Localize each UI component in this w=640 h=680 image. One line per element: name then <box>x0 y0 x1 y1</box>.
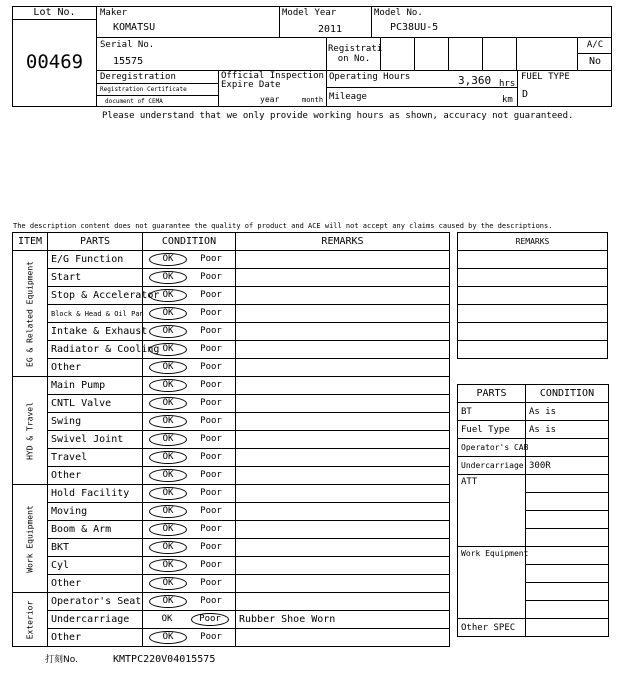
remarks-cell <box>236 395 450 413</box>
poor-mark: Poor <box>200 308 222 318</box>
remarks-cell <box>236 575 450 593</box>
item-group <box>13 485 48 593</box>
condition-cell <box>143 449 236 467</box>
poor-mark: Poor <box>200 488 222 498</box>
condition-cell <box>143 539 236 557</box>
poor-mark: Poor <box>200 434 222 444</box>
condition-table <box>12 232 450 647</box>
table-row <box>13 431 450 449</box>
ok-mark: OK <box>149 379 187 392</box>
table-row <box>13 323 450 341</box>
registration-certificate-label: Registration Certificate <box>100 86 187 93</box>
registration-label: Registrati on No. <box>328 44 383 64</box>
item-group <box>13 251 48 377</box>
ok-mark: OK <box>149 361 187 374</box>
remarks-cell <box>236 593 450 611</box>
poor-mark: Poor <box>200 416 222 426</box>
part-name: Other <box>48 629 143 647</box>
deregistration-label: Deregistration <box>100 72 176 82</box>
part-name: Radiator & Cooling <box>48 341 143 359</box>
table-row <box>458 341 608 359</box>
condition-cell <box>143 305 236 323</box>
right-part-name: Fuel Type <box>458 421 526 439</box>
table-row <box>458 287 608 305</box>
table-row <box>13 341 450 359</box>
ok-mark: OK <box>149 469 187 482</box>
poor-mark: Poor <box>200 578 222 588</box>
mileage-unit: km <box>502 95 513 105</box>
condition-cell <box>143 395 236 413</box>
fuel-type-label: FUEL TYPE <box>521 72 570 82</box>
table-row <box>13 593 450 611</box>
part-name: Cyl <box>48 557 143 575</box>
ok-mark: OK <box>149 253 187 266</box>
item-group-label: Exterior <box>25 600 35 639</box>
lot-number: 00469 <box>25 51 84 73</box>
remarks-cell <box>236 341 450 359</box>
part-name: Start <box>48 269 143 287</box>
right-condition-value: As is <box>526 403 609 421</box>
inspection-label: Official Inspection Expire Date <box>221 71 324 90</box>
ok-mark: OK <box>149 577 187 590</box>
stamp-no-value: KMTPC220V04015575 <box>113 654 216 665</box>
mileage-label: Mileage <box>329 92 367 102</box>
remarks-cell <box>236 359 450 377</box>
right-part-name: Operator's CAB <box>458 439 526 457</box>
ok-mark: OK <box>149 505 187 518</box>
item-group-label: Work Equipment <box>25 504 35 573</box>
part-name: Undercarriage <box>48 611 143 629</box>
remarks-cell <box>236 269 450 287</box>
item-header: ITEM <box>13 233 48 251</box>
poor-mark: Poor <box>200 272 222 282</box>
table-row <box>458 403 609 421</box>
poor-mark: Poor <box>200 326 222 336</box>
remarks-cell <box>236 467 450 485</box>
remarks-cell <box>236 449 450 467</box>
model-no-value: PC38UU-5 <box>390 22 439 33</box>
right-remarks-header: REMARKS <box>458 233 608 251</box>
condition-cell <box>143 323 236 341</box>
remarks-cell: Rubber Shoe Worn <box>236 611 450 629</box>
poor-mark: Poor <box>200 596 222 606</box>
remarks-cell <box>236 557 450 575</box>
item-group <box>13 593 48 647</box>
table-row <box>13 629 450 647</box>
table-row <box>13 287 450 305</box>
remarks-cell <box>236 485 450 503</box>
parts-condition-table <box>457 384 609 637</box>
part-name: Block & Head & Oil Pan <box>48 305 143 323</box>
right-condition-value: 300R <box>526 457 609 475</box>
table-row <box>13 539 450 557</box>
model-year-label: Model Year <box>282 8 337 18</box>
part-name: Travel <box>48 449 143 467</box>
table-row <box>526 619 609 637</box>
table-row <box>13 269 450 287</box>
poor-mark: Poor <box>200 470 222 480</box>
ok-mark: OK <box>149 397 187 410</box>
right-condition-value <box>526 439 609 457</box>
part-name: BKT <box>48 539 143 557</box>
condition-cell <box>143 467 236 485</box>
table-row <box>526 547 609 565</box>
ok-mark: OK <box>149 595 187 608</box>
part-name: Stop & Accelerator <box>48 287 143 305</box>
part-name: Hold Facility <box>48 485 143 503</box>
work-equipment-label: Work Equipment <box>458 547 526 619</box>
table-row <box>458 439 609 457</box>
condition-cell <box>143 341 236 359</box>
year-label: year <box>260 95 280 104</box>
ok-mark: OK <box>149 487 187 500</box>
poor-mark: Poor <box>200 398 222 408</box>
table-row <box>13 305 450 323</box>
maker-label: Maker <box>100 8 128 18</box>
poor-mark: Poor <box>200 506 222 516</box>
condition-cell <box>143 503 236 521</box>
table-row <box>526 601 609 619</box>
maker-value: KOMATSU <box>113 22 156 33</box>
part-name: Other <box>48 467 143 485</box>
condition-cell <box>143 485 236 503</box>
part-name: Operator's Seat <box>48 593 143 611</box>
month-label: month <box>302 96 324 104</box>
operating-hours-label: Operating Hours <box>329 72 411 82</box>
serial-label: Serial No. <box>100 40 155 50</box>
table-row <box>13 485 450 503</box>
ac-label: A/C <box>586 40 604 50</box>
condition-cell <box>143 269 236 287</box>
remarks-cell <box>236 305 450 323</box>
fuel-type-value: D <box>522 89 529 100</box>
right-part-name: Undercarriage <box>458 457 526 475</box>
poor-mark: Poor <box>200 254 222 264</box>
right-condition-value: As is <box>526 421 609 439</box>
poor-mark: Poor <box>200 542 222 552</box>
part-name: Moving <box>48 503 143 521</box>
operating-hours-value: 3,360 <box>458 74 492 87</box>
table-row <box>458 421 609 439</box>
table-row <box>458 457 609 475</box>
remarks-cell <box>236 323 450 341</box>
poor-mark: Poor <box>200 452 222 462</box>
model-no-label: Model No. <box>374 8 423 18</box>
remarks-cell <box>236 629 450 647</box>
table-row <box>13 413 450 431</box>
table-row <box>526 565 609 583</box>
poor-mark: Poor <box>200 380 222 390</box>
table-row <box>526 493 609 511</box>
serial-value: 15575 <box>113 56 144 67</box>
part-name: Other <box>48 359 143 377</box>
remarks-cell <box>236 503 450 521</box>
item-group-label: HYD & Travel <box>25 401 35 460</box>
ok-mark: OK <box>149 271 187 284</box>
other-spec-label: Other SPEC <box>458 619 526 637</box>
remarks-header: REMARKS <box>236 233 450 251</box>
poor-mark: Poor <box>200 560 222 570</box>
ac-value: No <box>588 56 602 67</box>
att-label: ATT <box>458 475 526 547</box>
right-condition-header: CONDITION <box>526 385 609 403</box>
ok-mark: OK <box>149 433 187 446</box>
ok-mark: OK <box>149 523 187 536</box>
table-row <box>13 503 450 521</box>
table-row <box>458 305 608 323</box>
condition-cell <box>143 575 236 593</box>
item-group-label: EG & Related Equipment <box>25 260 35 367</box>
table-row <box>13 467 450 485</box>
ok-mark: OK <box>149 307 187 320</box>
remarks-cell <box>236 287 450 305</box>
table-row <box>526 583 609 601</box>
condition-cell <box>143 413 236 431</box>
part-name: E/G Function <box>48 251 143 269</box>
table-row <box>13 251 450 269</box>
condition-cell <box>143 287 236 305</box>
table-row <box>13 557 450 575</box>
part-name: Swivel Joint <box>48 431 143 449</box>
table-row <box>13 395 450 413</box>
condition-cell <box>143 593 236 611</box>
table-row <box>13 377 450 395</box>
condition-cell <box>143 251 236 269</box>
remarks-cell <box>236 251 450 269</box>
part-name: Swing <box>48 413 143 431</box>
condition-cell <box>143 611 236 629</box>
disclaimer: The description content does not guarantee the quality of product and ACE will not accept any claims caused by the descriptions. <box>13 222 553 230</box>
cema-document-label: document of CEMA <box>105 98 163 105</box>
poor-mark: Poor <box>200 344 222 354</box>
stamp-no-label: 打刻No. <box>45 655 78 665</box>
ok-mark: OK <box>149 559 187 572</box>
poor-mark: Poor <box>200 290 222 300</box>
table-row <box>13 575 450 593</box>
condition-cell <box>143 521 236 539</box>
part-name: Main Pump <box>48 377 143 395</box>
remarks-cell <box>236 377 450 395</box>
poor-mark: Poor <box>200 632 222 642</box>
remarks-cell <box>236 431 450 449</box>
condition-cell <box>143 377 236 395</box>
hours-unit: hrs <box>499 79 516 89</box>
ok-mark: OK <box>149 415 187 428</box>
table-row <box>526 511 609 529</box>
condition-header: CONDITION <box>143 233 236 251</box>
poor-mark: Poor <box>200 362 222 372</box>
table-row <box>458 269 608 287</box>
remarks-cell <box>236 521 450 539</box>
right-part-name: BT <box>458 403 526 421</box>
right-remarks-table <box>457 232 608 359</box>
ok-mark: OK <box>149 289 187 302</box>
part-name: Boom & Arm <box>48 521 143 539</box>
condition-cell <box>143 629 236 647</box>
table-row <box>458 323 608 341</box>
condition-cell <box>143 359 236 377</box>
table-row <box>13 611 450 629</box>
ok-mark: OK <box>149 631 187 644</box>
part-name: Intake & Exhaust <box>48 323 143 341</box>
table-row <box>526 475 609 493</box>
item-group <box>13 377 48 485</box>
divider <box>12 19 97 20</box>
table-row <box>13 359 450 377</box>
remarks-cell <box>236 413 450 431</box>
ok-mark: OK <box>149 343 187 356</box>
ok-mark: OK <box>149 451 187 464</box>
poor-mark: Poor <box>191 613 229 626</box>
parts-header: PARTS <box>48 233 143 251</box>
right-parts-header: PARTS <box>458 385 526 403</box>
table-row <box>458 251 608 269</box>
ok-mark: OK <box>149 325 187 338</box>
table-row <box>13 449 450 467</box>
ok-mark: OK <box>161 614 173 624</box>
model-year-value: 2011 <box>318 24 343 35</box>
part-name: CNTL Valve <box>48 395 143 413</box>
condition-cell <box>143 431 236 449</box>
condition-cell <box>143 557 236 575</box>
lot-label: Lot No. <box>33 7 76 18</box>
poor-mark: Poor <box>200 524 222 534</box>
ok-mark: OK <box>149 541 187 554</box>
table-row <box>526 529 609 547</box>
table-row <box>13 521 450 539</box>
remarks-cell <box>236 539 450 557</box>
part-name: Other <box>48 575 143 593</box>
hours-notice: Please understand that we only provide working hours as shown, accuracy not guaranteed. <box>102 111 574 121</box>
